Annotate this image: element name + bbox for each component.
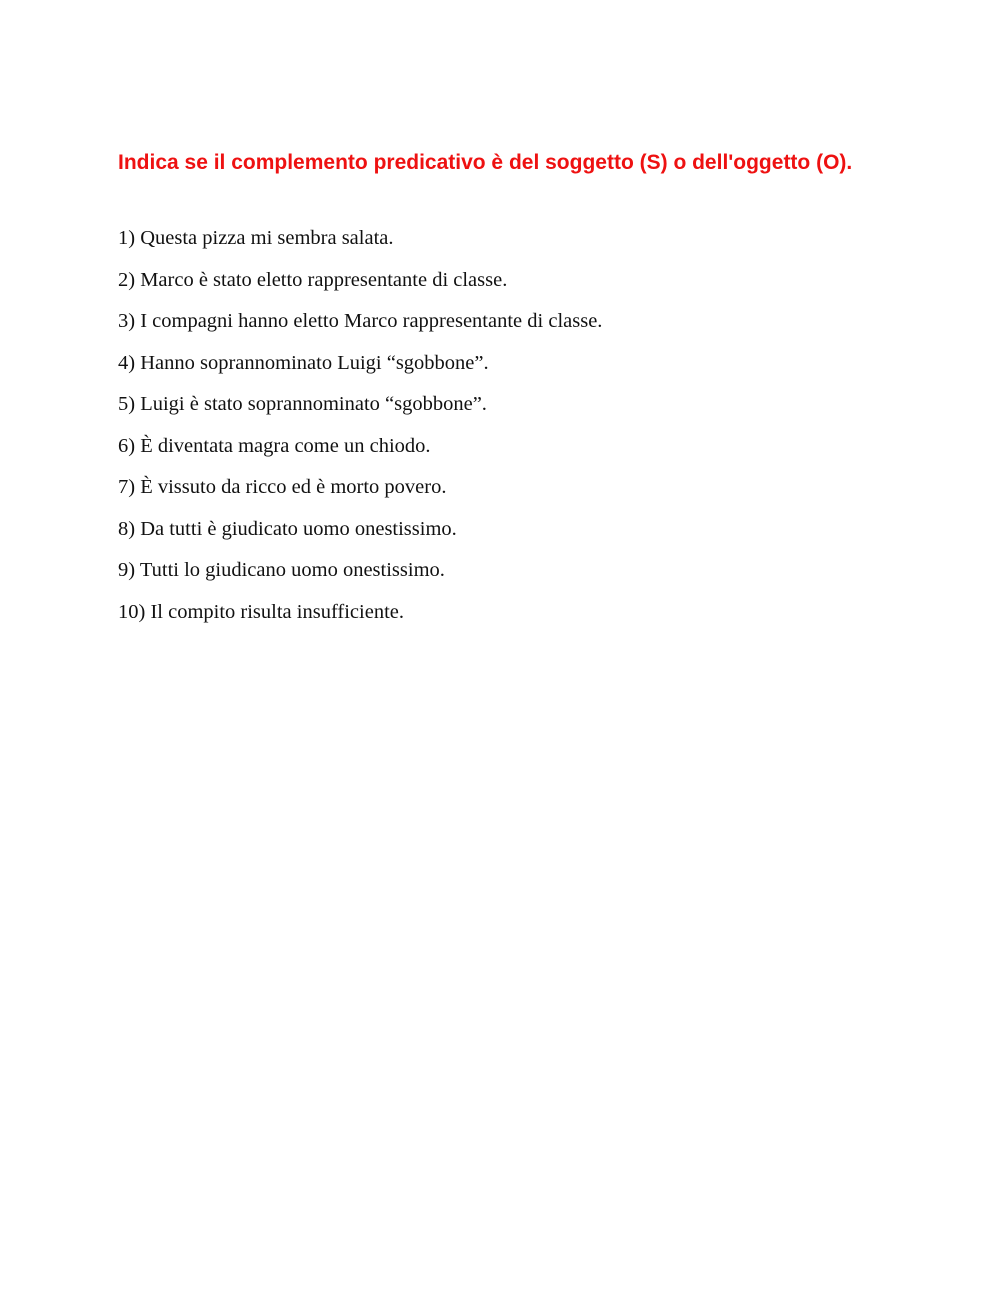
sentence-list xyxy=(118,223,978,638)
sentence-item: 1) Questa pizza mi sembra salata. xyxy=(118,227,394,249)
sentence-item: 5) Luigi è stato soprannominato “sgobbone”. xyxy=(118,393,487,415)
sentence-item: 2) Marco è stato eletto rappresentante di classe. xyxy=(118,268,508,291)
sentence-item: 10) Il compito risulta insufficiente. xyxy=(118,600,404,623)
sentence-item: 4) Hanno soprannominato Luigi “sgobbone”. xyxy=(118,351,489,374)
sentence-item: 9) Tutti lo giudicano uomo onestissimo. xyxy=(118,559,445,581)
sentence-item: 7) È vissuto da ricco ed è morto povero. xyxy=(118,476,447,498)
sentence-item: 6) È diventata magra come un chiodo. xyxy=(118,434,431,457)
instruction-heading: Indica se il complemento predicativo è del soggetto (S) o dell'oggetto (O). xyxy=(118,151,853,174)
sentence-item: 3) I compagni hanno eletto Marco rappresentante di classe. xyxy=(118,310,603,332)
sentence-item: 8) Da tutti è giudicato uomo onestissimo. xyxy=(118,517,457,540)
